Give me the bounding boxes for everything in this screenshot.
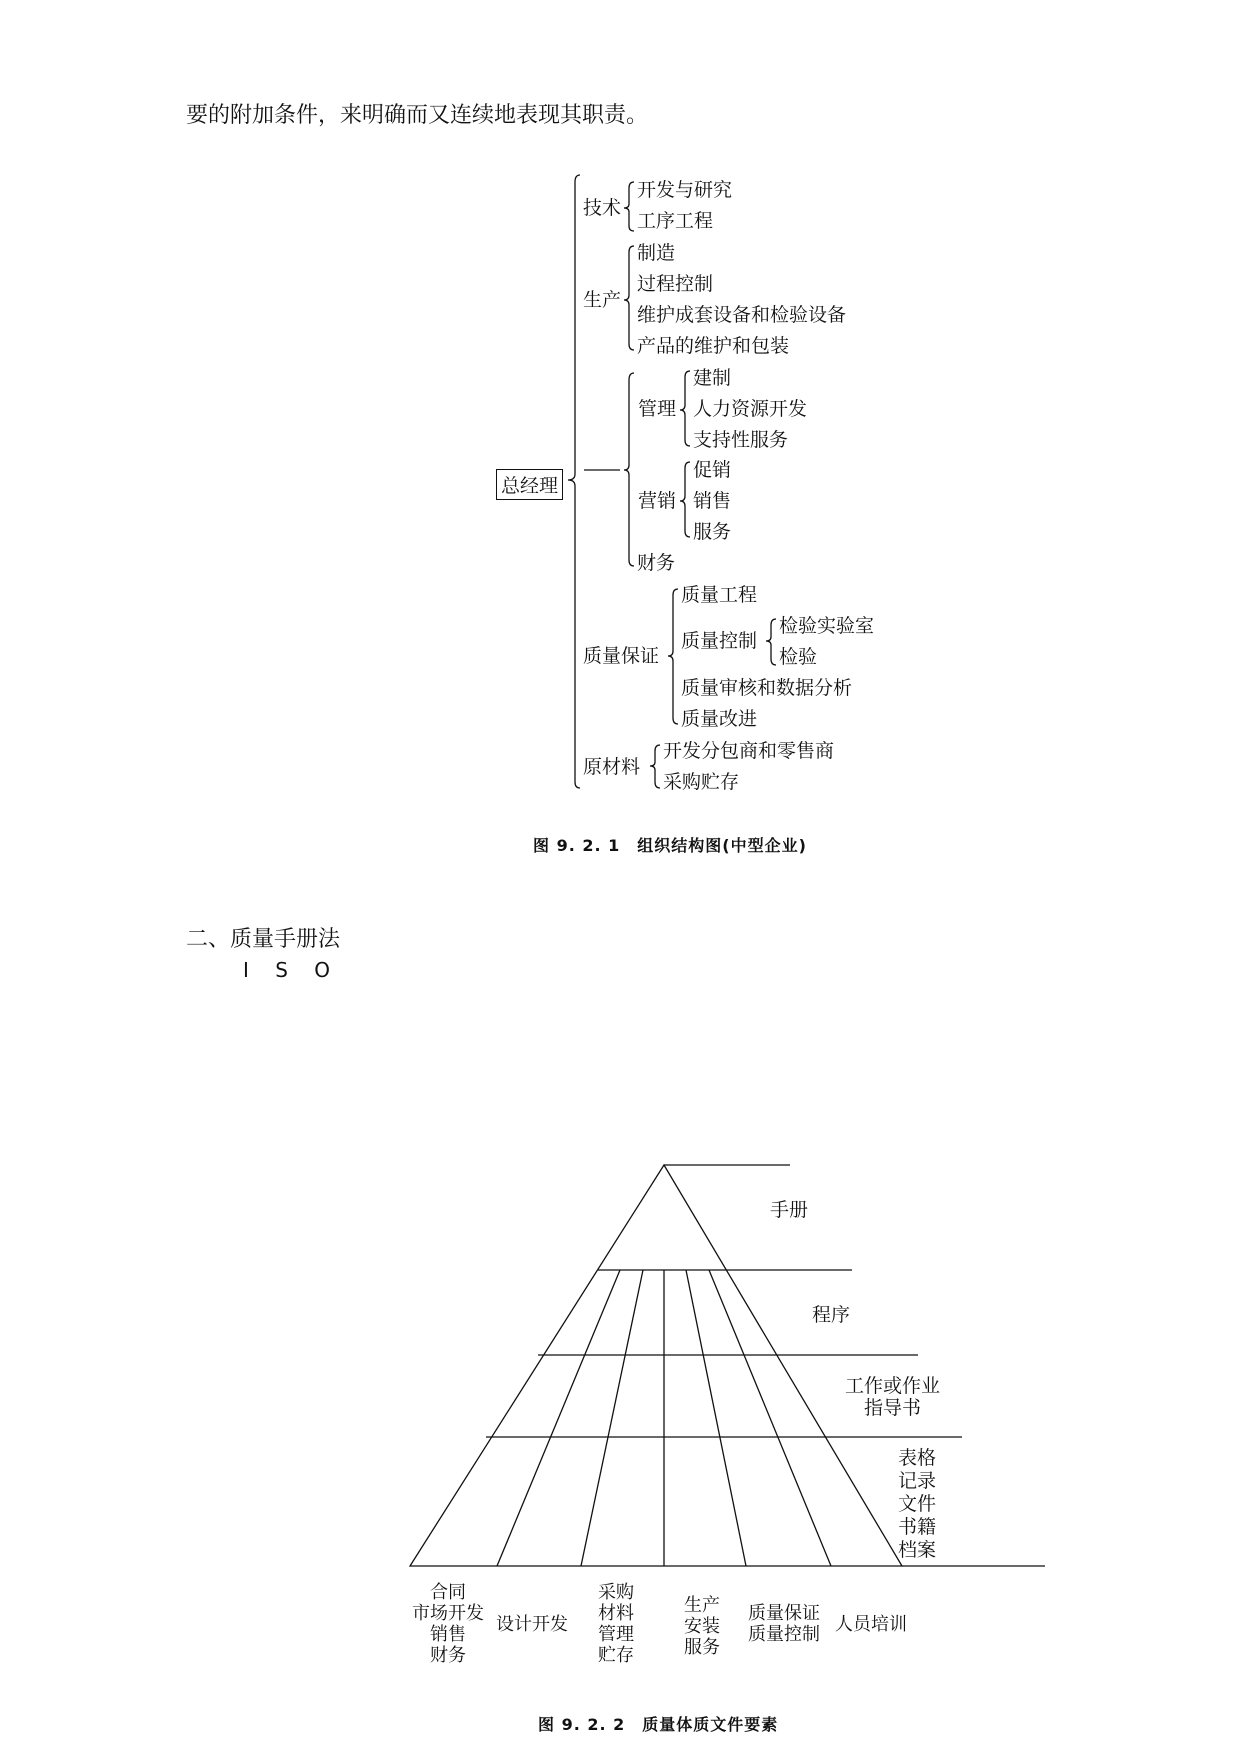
pyramid-level-manual: 手册: [770, 1199, 809, 1221]
pyramid-category: 人员培训: [835, 1614, 907, 1635]
tech-item: 工序工程: [637, 210, 714, 232]
raw-materials-item: 开发分包商和零售商: [663, 740, 835, 762]
production-item: 制造: [637, 242, 676, 264]
branch-tech: 技术: [583, 197, 622, 219]
production-item: 过程控制: [637, 273, 714, 295]
raw-materials-item: 采购贮存: [663, 771, 740, 793]
production-item: 产品的维护和包装: [637, 335, 790, 357]
pyramid-level-records: 表格 记录 文件 书籍 档案: [898, 1447, 937, 1561]
pyramid-caption: 图 9. 2. 2 质量体质文件要素: [538, 1715, 779, 1734]
pyramid-level-procedure: 程序: [812, 1304, 851, 1326]
qa-item: 质量工程: [681, 584, 758, 606]
pyramid-category: 采购 材料 管理 贮存: [598, 1582, 634, 1666]
management-item: 支持性服务: [693, 429, 789, 451]
branch-quality-assurance: 质量保证: [583, 645, 660, 667]
section-heading: 二、质量手册法: [186, 927, 341, 952]
management-item: 建制: [693, 367, 732, 389]
branch-management: 管理: [638, 398, 677, 420]
production-item: 维护成套设备和检验设备: [637, 304, 847, 326]
qa-item: 质量审核和数据分析: [681, 677, 853, 699]
pyramid-category: 质量保证 质量控制: [748, 1603, 820, 1645]
branch-production: 生产: [583, 289, 622, 311]
intro-line: 要的附加条件，来明确而又连续地表现其职责。: [186, 103, 649, 128]
qa-item: 质量改进: [681, 708, 758, 730]
branch-marketing: 营销: [638, 490, 677, 512]
branch-finance: 财务: [637, 552, 676, 574]
tech-item: 开发与研究: [637, 179, 733, 201]
branch-raw-materials: 原材料: [583, 756, 641, 778]
marketing-item: 销售: [693, 490, 732, 512]
org-root-node: 总经理: [496, 469, 563, 500]
pyramid-level-work-instruction: 工作或作业 指导书: [845, 1375, 941, 1419]
pyramid-category: 合同 市场开发 销售 财务: [412, 1582, 484, 1666]
management-item: 人力资源开发: [693, 398, 808, 420]
qa-item: 质量控制: [681, 630, 758, 652]
org-chart-caption: 图 9. 2. 1 组织结构图(中型企业): [533, 836, 807, 855]
qc-item: 检验实验室: [779, 615, 875, 637]
qc-item: 检验: [779, 646, 818, 668]
marketing-item: 服务: [693, 521, 732, 543]
pyramid-category: 生产 安装 服务: [684, 1595, 720, 1658]
marketing-item: 促销: [693, 459, 732, 481]
iso-text: I S O: [243, 958, 341, 982]
pyramid-category: 设计开发: [496, 1614, 568, 1635]
